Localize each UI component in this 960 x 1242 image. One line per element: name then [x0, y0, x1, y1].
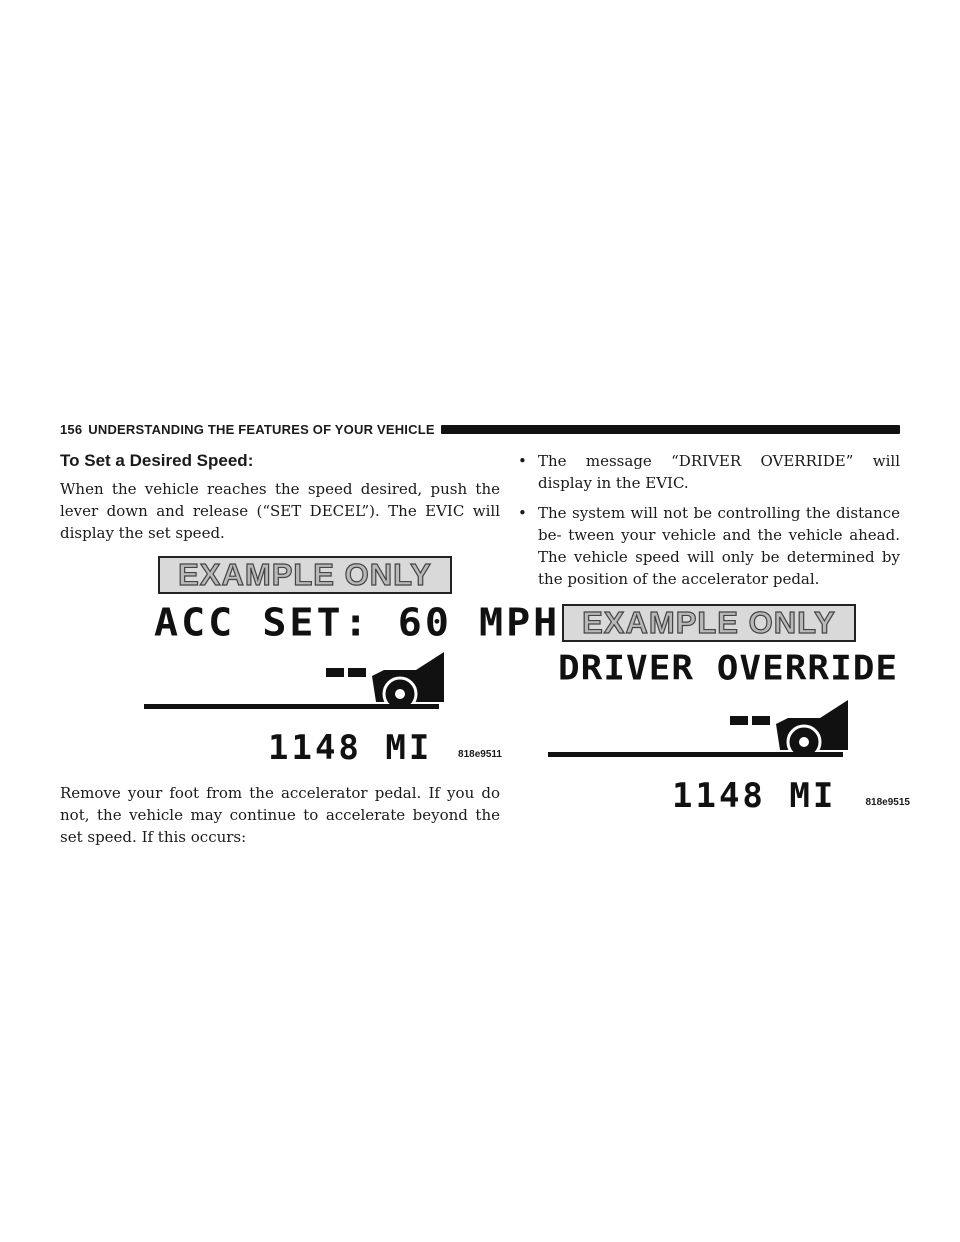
evic-display-figure-driver-override [554, 604, 910, 816]
figure-code: 818e9511 [458, 749, 502, 760]
section-title: UNDERSTANDING THE FEATURES OF YOUR VEHICLE [88, 421, 435, 437]
road-line [548, 752, 843, 757]
figure-code: 818e9515 [865, 797, 910, 808]
example-only-text: EXAMPLE ONLY [582, 605, 836, 640]
bullet-symbol: • [518, 452, 527, 470]
evic-display-figure-acc-set [150, 556, 561, 768]
section-heading: To Set a Desired Speed: [60, 451, 254, 470]
odometer-readout: 1148 MI [268, 728, 433, 768]
caution-paragraph: Remove your foot from the accelerator pedal. If you do not, the vehicle may continue to accelerate beyond the set speed. If this occurs: [60, 784, 500, 846]
page-number: 156 [60, 421, 83, 437]
header-rule [441, 425, 900, 434]
bullet-symbol: • [518, 504, 527, 522]
left-column [60, 450, 561, 848]
odometer-readout: 1148 MI [672, 776, 837, 816]
example-only-banner [158, 556, 452, 594]
example-only-banner [562, 604, 856, 642]
bullet-text: The message “DRIVER OVERRIDE” will display in the EVIC. [538, 452, 900, 492]
intro-paragraph: When the vehicle reaches the speed desired, push the lever down and release (“SET DECEL”). The EVIC will display the set speed. [60, 480, 500, 542]
bullet-item [518, 450, 900, 494]
lcd-message: ACC SET: 60 MPH [154, 601, 561, 645]
lcd-message: DRIVER OVERRIDE [558, 649, 899, 688]
road-line [144, 704, 439, 709]
bullet-item [518, 502, 900, 590]
example-only-text: EXAMPLE ONLY [178, 557, 432, 592]
right-column [518, 450, 910, 816]
page-header [60, 420, 900, 438]
bullet-text: The system will not be controlling the distance be- tween your vehicle and the vehicle ahead. The vehicle speed will only be determined by the position of the accelerator pedal. [538, 504, 900, 588]
